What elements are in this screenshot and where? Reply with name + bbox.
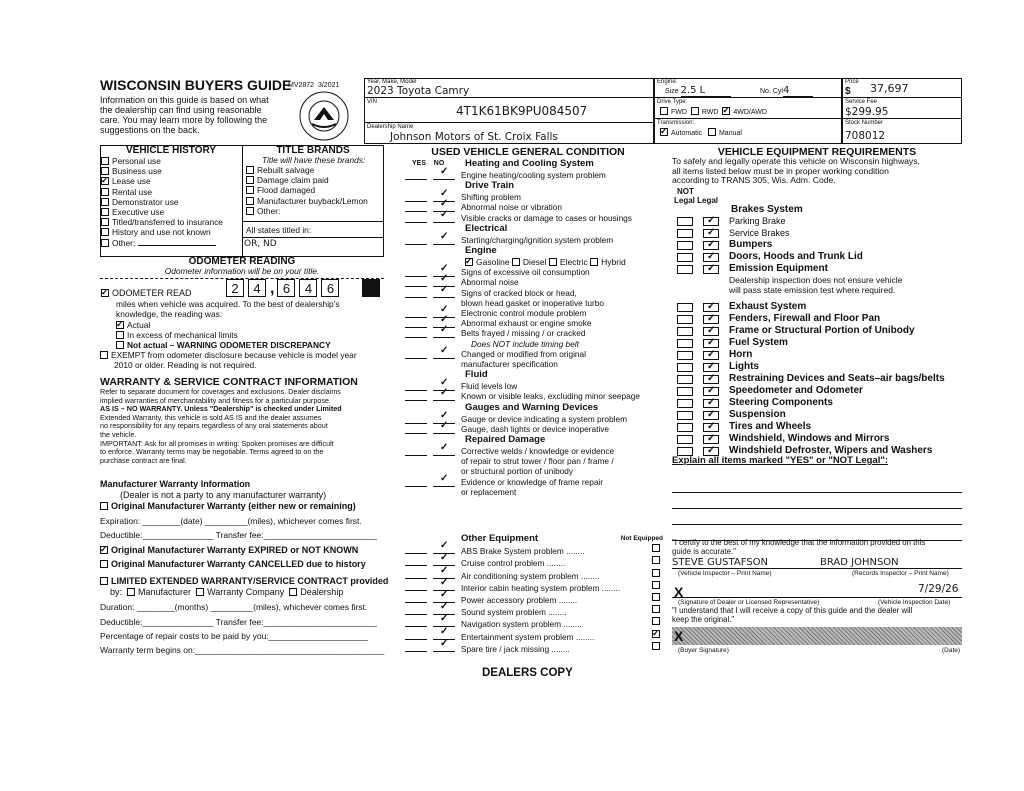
brand-item: Manufacturer buyback/Lemon [246, 196, 368, 206]
equipment-item: ✓ Fenders, Firewall and Floor Pan [677, 313, 945, 325]
condition-item: ✓ Signs of cracked block or head, blown head gasket or inoperative turbo [405, 288, 640, 308]
condition-item: ✓ Known or visible leaks, excluding minor seepage [405, 391, 640, 401]
history-item: Personal use [101, 156, 223, 166]
vin-value: 4T1K61BK9PU084507 [456, 104, 588, 118]
odometer-digits: 2 4 , 6 4 6 [226, 279, 343, 298]
drive-type: FWD RWD ✓ 4WD/AWD [660, 107, 767, 118]
title-brands-title: TITLE BRANDS [276, 145, 350, 156]
brand-item: Other: [246, 206, 368, 216]
condition-item: ✓ Engine heating/cooling system problem [405, 170, 640, 180]
explain-lines[interactable] [672, 477, 962, 541]
equipment-item: ✓ Emission Equipment [677, 263, 945, 275]
equipment-item: ✓ Windshield Defroster, Wipers and Washers [677, 445, 945, 457]
other-equipment-title: Other Equipment [461, 533, 539, 544]
form-number: MV2872 3/2021 [288, 82, 340, 89]
condition-section-title: Heating and Cooling System [465, 158, 594, 169]
equipment-item: ✓ Lights [677, 361, 945, 373]
history-item: Executive use [101, 207, 223, 217]
condition-item: ✓ Starting/charging/ignition system problem [405, 235, 640, 245]
equipment-item: ✓ Parking Brake [677, 216, 945, 228]
brand-item: Rebuilt salvage [246, 165, 368, 175]
condition-item: ✓ Shifting problem [405, 192, 640, 202]
condition-section-title: Electrical [465, 222, 508, 234]
dealer-name: Johnson Motors of St. Croix Falls [390, 131, 558, 143]
condition-item: ✓ Evidence or knowledge of frame repair or replacement [405, 477, 640, 497]
equipment-item: ✓ Restraining Devices and Seats–air bags/belts [677, 373, 945, 385]
equipment-item: ✓ Fuel System [677, 337, 945, 349]
condition-item: ✓ Electronic control module problem [405, 308, 640, 318]
brand-item: Damage claim paid [246, 175, 368, 185]
condition-item: ✓ Corrective welds / knowledge or evidence of repair to strut tower / floor pan / frame / or structural portion of unibody [405, 446, 640, 477]
other-equipment-item: ✓ABS Brake System problem ........ [405, 544, 663, 556]
stock-number: 708012 [845, 130, 886, 142]
brakes-system-title: Brakes System [731, 204, 803, 215]
condition-item: ✓ Fluid levels low [405, 381, 640, 391]
vehicle-history-title: VEHICLE HISTORY [125, 145, 216, 156]
history-item: Other: [101, 238, 223, 248]
odometer-title: ODOMETER READING [188, 256, 296, 267]
form-title: WISCONSIN BUYERS GUIDE [100, 77, 292, 93]
other-equipment-item: ✓Spare tire / jack missing ........ [405, 642, 663, 654]
history-item: History and use not known [101, 227, 223, 237]
footer-label: DEALERS COPY [482, 667, 573, 679]
records-inspector-name: BRAD JOHNSON [820, 557, 899, 568]
equipment-item: ✓ Suspension [677, 409, 945, 421]
vehicle-inspector-name: STEVE GUSTAFSON [672, 557, 768, 568]
condition-section-title: Drive Train [465, 180, 515, 192]
odometer-digit: 4 [248, 279, 266, 297]
other-equipment-item: ✓Air conditioning system problem ........ [405, 569, 663, 581]
condition-section-title: Repaired Damage [465, 434, 546, 446]
cylinders: 4 [783, 86, 813, 97]
states-titled: OR, ND [244, 239, 277, 249]
equipment-item: ✓ Doors, Hoods and Trunk Lid [677, 251, 945, 263]
buyer-signature-field[interactable] [672, 627, 962, 645]
inspection-date: 7/29/26 [918, 583, 959, 595]
wisconsin-dot-seal-icon [298, 90, 350, 142]
condition-item: ✓ Gauge or device indicating a system problem [405, 414, 640, 424]
engine-size: 2.5 L [681, 86, 731, 97]
odometer-tenths-box [362, 279, 380, 297]
history-item: Business use [101, 166, 223, 176]
condition-item: ✓ Signs of excessive oil consumption [405, 267, 640, 277]
odometer-digit: 6 [321, 279, 339, 297]
condition-item: ✓ Gauge, dash lights or device inoperative [405, 424, 640, 434]
other-equipment-list: Other Equipment Not Equipped ✓ABS Brake System problem ........ ✓Cruise control problem ........ ✓Air conditioning system problem ........ ✓Interior cabin heating system problem ........ ✓Power accessory problem ........ ✓Sound system problem ........ ✓Navigation system problem ........ ✓Entertainment system problem ........ ✓ ✓Spare tire / jack missing ........ [405, 534, 663, 654]
odometer-digit: 6 [277, 279, 295, 297]
other-equipment-item: ✓Power accessory problem ........ [405, 593, 663, 605]
equipment-item: ✓ Exhaust System [677, 301, 945, 313]
odometer-digit: 4 [299, 279, 317, 297]
equipment-item: ✓ Steering Components [677, 397, 945, 409]
condition-title: USED VEHICLE GENERAL CONDITION [431, 146, 625, 158]
intro-text: Information on this guide is based on what the dealership can find using reasonable care. You may learn more by following the suggestions on the back. [100, 95, 269, 135]
equipment-item: ✓ Tires and Wheels [677, 421, 945, 433]
other-equipment-item: ✓Entertainment system problem ........ ✓ [405, 630, 663, 642]
condition-item: ✓ Changed or modified from original manufacturer specification [405, 349, 640, 369]
brand-item: Flood damaged [246, 185, 368, 195]
vehicle-history-list [101, 156, 223, 248]
other-equipment-item: ✓Cruise control problem ........ [405, 556, 663, 568]
warranty-title: WARRANTY & SERVICE CONTRACT INFORMATION [100, 376, 358, 388]
equipment-title: VEHICLE EQUIPMENT REQUIREMENTS [717, 146, 917, 158]
condition-item: ✓ Abnormal noise [405, 277, 640, 287]
history-item: Rental use [101, 187, 223, 197]
other-equipment-item: ✓Navigation system problem ........ [405, 617, 663, 629]
title-brands-list [246, 165, 368, 216]
price-value: 37,697 [870, 82, 909, 95]
equipment-item: ✓ Bumpers [677, 239, 945, 251]
equipment-item: ✓ Service Brakes [677, 228, 945, 240]
condition-section-title: Fluid [465, 369, 488, 381]
equipment-item: ✓ Speedometer and Odometer [677, 385, 945, 397]
equipment-list: Brakes System ✓ Parking Brake ✓ Service Brakes ✓ Bumpers ✓ Doors, Hoods and Trunk Lid ✓ Emission Equipment Dealership inspection does not ensure vehicle will pass state emission test where required. ✓ Exhaust System ✓ Fenders, Firewall and Floor Pan ✓ Frame or Structural Portion of Unibody ✓ Fuel System ✓ Horn ✓ Lights ✓ Restraining Devices and Seats–air bags/belts ✓ Speedometer and Odometer ✓ Steering Components ✓ Suspension ✓ Tires and Wheels ✓ Windshield, Windows and Mirrors ✓ Windshield Defroster, Wipers and Washers [677, 204, 945, 457]
equipment-item: ✓ Horn [677, 349, 945, 361]
condition-item: ✓ Belts frayed / missing / or cracked Does NOT include timing belt [405, 328, 640, 348]
condition-list [405, 158, 640, 497]
condition-item: ✓ Abnormal noise or vibration [405, 202, 640, 212]
equipment-item: ✓ Windshield, Windows and Mirrors [677, 433, 945, 445]
fuel-type: ✓Gasoline Diesel Electric Hybrid [405, 257, 640, 267]
history-item: Titled/transferred to insurance [101, 217, 223, 227]
history-item: ✓Lease use [101, 176, 223, 186]
year-make-model: 2023 Toyota Camry [367, 85, 470, 97]
service-fee: $299.95 [845, 106, 889, 118]
condition-section-title: Engine [465, 245, 497, 257]
history-item: Demonstrator use [101, 197, 223, 207]
condition-item: ✓ Visible cracks or damage to cases or housings [405, 213, 640, 223]
transmission: ✓Automatic Manual [660, 128, 742, 139]
odometer-digit: 2 [226, 279, 244, 297]
odometer-read-label: ODOMETER READ [112, 288, 192, 298]
condition-item: ✓ Abnormal exhaust or engine smoke [405, 318, 640, 328]
equipment-item: ✓ Frame or Structural Portion of Unibody [677, 325, 945, 337]
other-equipment-item: ✓Interior cabin heating system problem ........ [405, 581, 663, 593]
condition-section-title: Gauges and Warning Devices [465, 401, 599, 413]
other-equipment-item: ✓Sound system problem ........ [405, 605, 663, 617]
